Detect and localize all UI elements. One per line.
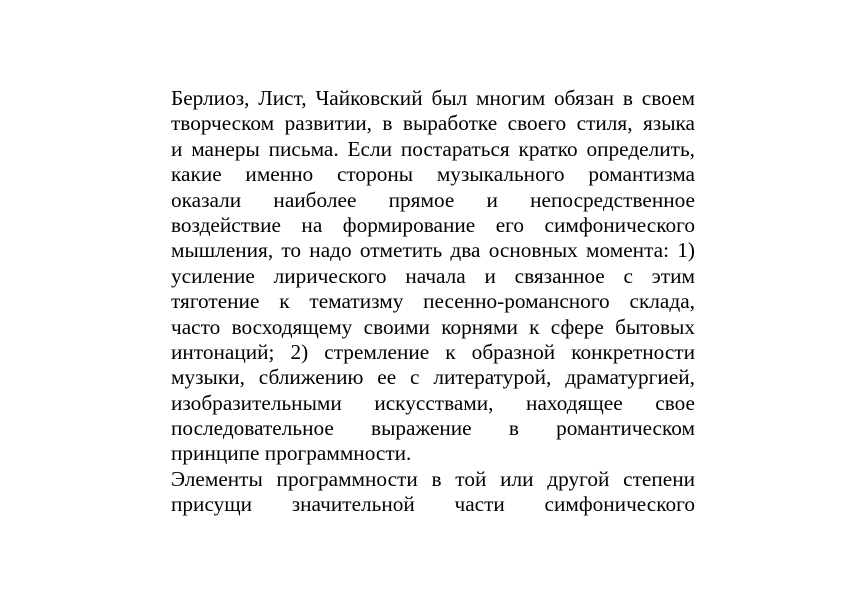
text-line: интонаций; 2) стремление к образной конкретности (171, 339, 695, 364)
text-line: музыки, сближению ее с литературой, драматургией, (171, 365, 695, 390)
text-line: тяготение к тематизму песенно-романсного склада, (171, 289, 695, 314)
text-line: принципе программности. (171, 441, 412, 466)
text-line: оказали наиболее прямое и непосредственное (171, 187, 695, 212)
text-line: изобразительными искусствами, находящее свое (171, 390, 695, 415)
text-line: Элементы программности в той или другой степени (171, 466, 695, 491)
text-line: последовательное выражение в романтическом (171, 416, 695, 441)
text-line: Берлиоз, Лист, Чайковский был многим обязан в своем (171, 86, 695, 110)
text-line: творческом развитии, в выработке своего стиля, языка (171, 111, 695, 136)
paragraph-1 (171, 86, 695, 467)
text-line: какие именно стороны музыкального романтизма (171, 162, 695, 187)
text-line: усиление лирического начала и связанное с этим (171, 263, 695, 288)
text-line: и манеры письма. Если постараться кратко определить, (171, 136, 695, 161)
text-line: мышления, то надо отметить два основных момента: 1) (171, 238, 695, 263)
text-line: воздействие на формирование его симфонического (171, 212, 695, 237)
text-line: часто восходящему своими корнями к сфере бытовых (171, 314, 695, 339)
paragraph-2 (171, 467, 695, 518)
document-text (171, 86, 695, 518)
text-line: присущи значительной части симфонического (171, 492, 695, 517)
